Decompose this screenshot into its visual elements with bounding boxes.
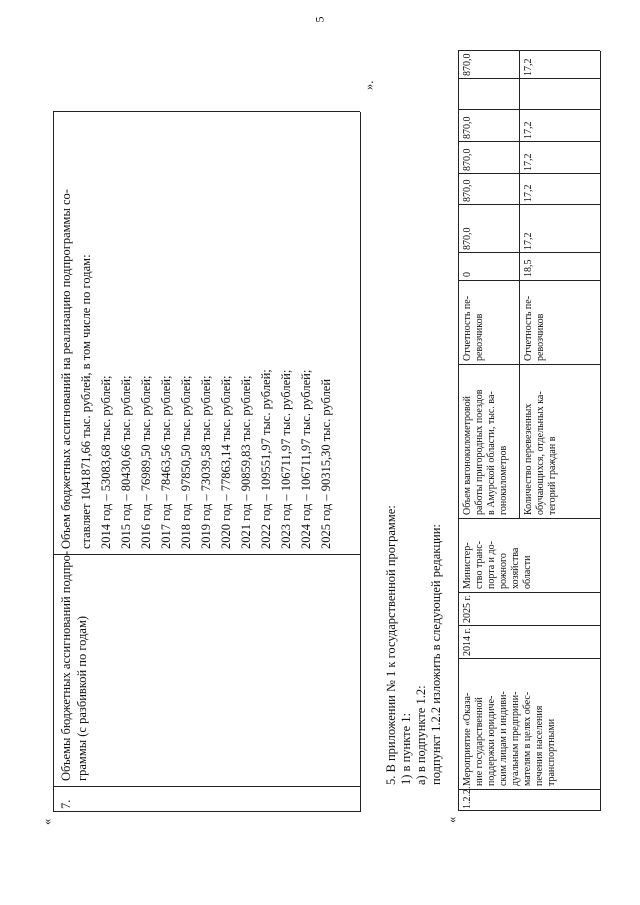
paragraph-2: 1) в пункте 1:	[399, 713, 413, 785]
row2-indicator-line-1: Количество перевезенных	[523, 403, 534, 515]
top-table-value-line-11: 2022 год – 109551,97 тыс. рублей;	[259, 369, 273, 549]
row1-value-1: 0	[462, 272, 473, 277]
top-table-value-line-12: 2023 год – 106711,97 тыс. рублей;	[279, 369, 293, 549]
start-year: 2014 г.	[462, 628, 473, 656]
event-line-2: ние государственной	[474, 697, 485, 786]
row1-value-5: 870,0	[462, 116, 473, 139]
top-table-value-line-4: 2015 год – 80430,66 тыс. рублей;	[119, 375, 133, 549]
row1-indicator-line-3: в Амурской области, тыс. ва-	[486, 391, 497, 515]
row1-value-4: 870,0	[462, 148, 473, 171]
row1-value-6: 870,0	[462, 53, 473, 76]
row1-source-line-2: ревозчиков	[474, 313, 485, 361]
top-table-value-line-5: 2016 год – 76989,50 тыс. рублей;	[139, 375, 153, 549]
end-year: 2025 г.	[462, 595, 473, 623]
paragraph-3: а) в подпункте 1.2:	[414, 685, 428, 785]
row2-indicator-line-3: тегорий граждан в	[547, 436, 558, 515]
row1-source-line-1: Отчетность пе-	[462, 295, 473, 361]
paragraph-1: 5. В приложении № 1 к государственной программе:	[384, 505, 398, 785]
top-table-value-line-14: 2025 год – 90315,30 тыс. рублей	[319, 378, 333, 549]
row2-source-line-2: ревозчиков	[535, 313, 546, 361]
row2-value-5: 17,2	[523, 121, 534, 139]
event-line-5: дуальным предприни-	[510, 691, 521, 786]
row2-value-6: 17,2	[523, 58, 534, 76]
row1-indicator-line-1: Объем вагонокилометровой	[462, 395, 473, 515]
row1-value-2: 870,0	[462, 227, 473, 250]
row2-value-3: 17,2	[523, 184, 534, 202]
row2-source-line-1: Отчетность пе-	[523, 295, 534, 361]
row1-value-3: 870,0	[462, 179, 473, 202]
row2-value-1: 18,5	[523, 259, 534, 277]
page-number: 5	[312, 16, 327, 23]
top-table-label-line-1: Объемы бюджетных ассигнований подпро-	[59, 550, 73, 781]
top-table-value-line-13: 2024 год – 106711,97 тыс. рублей;	[299, 369, 313, 549]
row1-indicator-line-2: работы пригородных поездов	[474, 389, 485, 515]
top-table-value-line-6: 2017 год – 78463,56 тыс. рублей;	[159, 375, 173, 549]
executor-line-6: области	[522, 555, 533, 589]
event-line-1: Мероприятие «Оказа-	[462, 692, 473, 786]
top-table-value-line-1: Объем бюджетных ассигнований на реализацию подпрограммы со-	[59, 189, 73, 549]
event-line-8: транспортными	[546, 718, 557, 786]
executor-line-2: ство транс-	[474, 540, 485, 589]
top-table-value-line-7: 2018 год – 97850,50 тыс. рублей;	[179, 375, 193, 549]
row2-indicator-line-2: обучающихся, отдельных ка-	[535, 391, 546, 515]
top-table-value-line-9: 2020 год – 77863,14 тыс. рублей;	[219, 375, 233, 549]
top-table-label-line-2: граммы (с разбивкой по годам)	[75, 615, 89, 781]
top-table-close-quote: ».	[362, 80, 376, 90]
row1-indicator-line-4: гонокилометров	[498, 445, 509, 515]
row2-value-4: 17,2	[523, 153, 534, 171]
bottom-table-open-quote: «	[445, 816, 459, 823]
event-line-4: ским лицам и индиви-	[498, 691, 509, 786]
event-line-6: мателям в целях обес-	[522, 691, 533, 786]
row2-value-2: 17,2	[523, 232, 534, 250]
executor-line-4: рожного	[498, 553, 509, 589]
top-table-value-line-10: 2021 год – 90859,83 тыс. рублей;	[239, 375, 253, 549]
event-line-7: печения населения	[534, 705, 545, 786]
executor-line-1: Министер-	[462, 542, 473, 589]
event-line-3: поддержки юридиче-	[486, 695, 497, 786]
top-table-open-quote: «	[40, 818, 54, 825]
rotated-page-content	[40, 45, 600, 825]
bottom-table-number: 1.2.2.	[462, 786, 473, 809]
top-table-value-line-3: 2014 год – 53083,68 тыс. рублей;	[99, 375, 113, 549]
top-table-value-line-2: ставляет 1041871,66 тыс. рублей, в том числе по годам:	[79, 254, 93, 549]
paragraph-4: подпункт 1.2.2 изложить в следующей редакции:	[429, 524, 443, 785]
top-table-row-number: 7.	[59, 799, 73, 809]
executor-line-5: хозяйства	[510, 547, 521, 589]
executor-line-3: порта и до-	[486, 541, 497, 589]
top-table-value-line-8: 2019 год – 73039,58 тыс. рублей;	[199, 375, 213, 549]
